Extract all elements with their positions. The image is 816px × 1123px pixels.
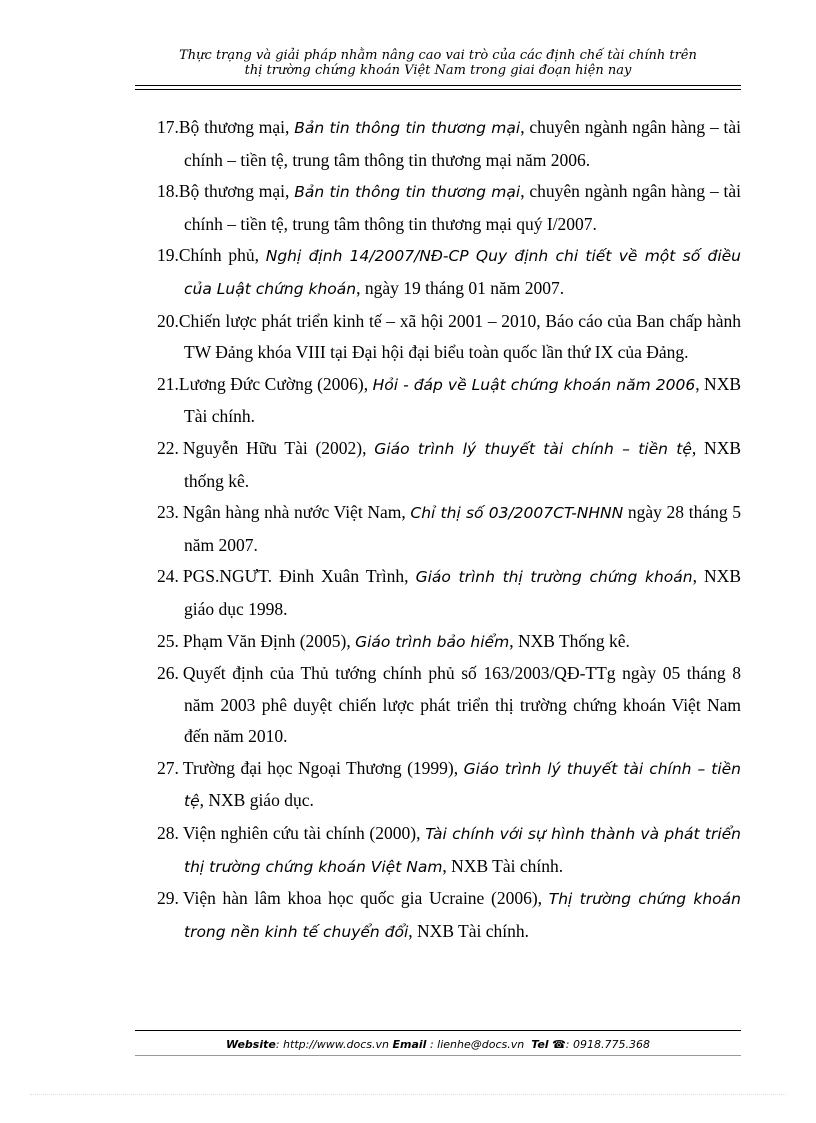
reference-publisher: , NXB Tài chính. <box>408 920 530 941</box>
reference-number: 29. <box>157 888 179 909</box>
reference-text: Bộ thương mại, <box>178 181 295 202</box>
reference-title: Bản tin thông tin thương mại <box>294 119 521 137</box>
reference-number: 23. <box>157 502 179 523</box>
reference-title: Hỏi - đáp về Luật chứng khoán năm 2006 <box>372 375 696 394</box>
reference-number: 24. <box>157 566 179 587</box>
reference-item <box>157 753 741 818</box>
reference-title: Tài chính với sự hình thành và phát triển thị trường chứng khoán Việt Nam <box>184 825 742 876</box>
reference-item <box>157 369 741 433</box>
reference-text: Chiến lược phát triển kinh tế – xã hội 2001 – 2010, Báo cáo của Ban chấp hành TW Đảng khóa VIII tại Đại hội đại biểu toàn quốc lần thứ IX của Đảng. <box>178 310 741 363</box>
reference-list <box>157 112 741 948</box>
reference-number: 17. <box>157 117 179 137</box>
phone-icon: ☎ <box>552 1038 566 1051</box>
reference-number: 22. <box>157 437 179 458</box>
header-title-line2: thị trường chứng khoán Việt Nam trong giai đoạn hiện nay <box>244 63 632 78</box>
reference-number: 21. <box>157 373 179 394</box>
reference-number: 18. <box>157 181 179 202</box>
reference-title: Chỉ thị số 03/2007CT-NHNN <box>410 504 624 523</box>
reference-publisher: , NXB giáo dục. <box>199 790 314 811</box>
reference-text: Quyết định của Thủ tướng chính phủ số 163/2003/QĐ-TTg ngày 05 tháng 8 năm 2003 phê duyệt chiến lược phát triển thị trường chứng khoán Việt Nam đến năm 2010. <box>182 663 741 747</box>
reference-publisher: , NXB Tài chính. <box>184 373 741 427</box>
reference-item <box>157 561 741 625</box>
reference-number: 26. <box>157 663 179 684</box>
page-header <box>135 48 741 78</box>
footer-tel-value: : 0918.775.368 <box>565 1038 650 1051</box>
reference-title: Giáo trình bảo hiểm <box>355 632 510 651</box>
reference-text: Viện hàn lâm khoa học quốc gia Ucraine (2006), <box>182 888 549 909</box>
reference-number: 19. <box>157 245 179 266</box>
reference-item <box>157 176 741 240</box>
footer-rule-top <box>135 1030 741 1031</box>
reference-text: Lương Đức Cường (2006), <box>178 373 373 394</box>
page-bottom-border <box>30 1094 786 1095</box>
reference-item <box>157 626 741 659</box>
reference-number: 28. <box>157 823 179 844</box>
reference-text: Ngân hàng nhà nước Việt Nam, <box>182 502 411 523</box>
reference-text: Nguyễn Hữu Tài (2002), <box>182 437 375 458</box>
reference-item <box>157 306 741 369</box>
reference-text: PGS.NGƯT. Đinh Xuân Trình, <box>182 566 416 587</box>
reference-publisher: , chuyên ngành ngân hàng – tài chính – tiền tệ, trung tâm thông tin thương mại quý I/2007. <box>184 181 742 234</box>
reference-number: 20. <box>157 310 179 331</box>
reference-item <box>157 497 741 561</box>
reference-title: Thị trường chứng khoán trong nền kinh tế chuyển đổi <box>184 890 741 941</box>
reference-title: Giáo trình lý thuyết tài chính – tiền tệ <box>374 439 692 458</box>
reference-publisher: , ngày 19 tháng 01 năm 2007. <box>356 277 565 298</box>
reference-number: 27. <box>157 757 179 778</box>
page-footer <box>135 1038 741 1051</box>
reference-text: Bộ thương mại, <box>178 117 295 137</box>
reference-title: Bản tin thông tin thương mại <box>294 183 521 202</box>
reference-title: Nghị định 14/2007/NĐ-CP Quy định chi tiết về một số điều của Luật chứng khoán <box>184 247 741 298</box>
reference-item <box>157 433 741 497</box>
reference-item <box>157 112 741 176</box>
header-title-line1: Thực trạng và giải pháp nhằm nâng cao vai trò của các định chế tài chính trên <box>179 48 697 63</box>
header-rule-bottom <box>135 89 741 90</box>
reference-publisher: , chuyên ngành ngân hàng – tài chính – tiền tệ, trung tâm thông tin thương mại năm 2006. <box>184 117 742 170</box>
reference-item <box>157 818 741 883</box>
reference-number: 25. <box>157 630 179 651</box>
footer-website-label: Website <box>226 1038 276 1051</box>
footer-website-value: : http://www.docs.vn <box>275 1038 390 1051</box>
header-rule-top <box>135 85 741 86</box>
reference-publisher: ngày 28 tháng 5 năm 2007. <box>184 502 741 555</box>
reference-publisher: , NXB Tài chính. <box>442 855 564 876</box>
reference-text: Trường đại học Ngoại Thương (1999), <box>182 757 464 778</box>
reference-title: Giáo trình thị trường chứng khoán <box>415 568 693 587</box>
footer-rule-bottom <box>135 1055 741 1056</box>
footer-email-label: Email <box>392 1038 427 1051</box>
reference-item <box>157 240 741 305</box>
reference-item <box>157 883 741 948</box>
reference-text: Phạm Văn Định (2005), <box>182 630 356 651</box>
reference-text: Viện nghiên cứu tài chính (2000), <box>182 823 426 844</box>
reference-title: Giáo trình lý thuyết tài chính – tiền tệ <box>184 759 742 811</box>
reference-publisher: , NXB Thống kê. <box>509 630 630 651</box>
reference-item <box>157 658 741 753</box>
footer-email-value: : lienhe@docs.vn <box>429 1038 525 1051</box>
reference-text: Chính phủ, <box>178 245 266 266</box>
reference-publisher: , NXB thống kê. <box>184 437 742 491</box>
footer-tel-label: Tel <box>531 1038 549 1051</box>
reference-publisher: , NXB giáo dục 1998. <box>184 566 741 619</box>
